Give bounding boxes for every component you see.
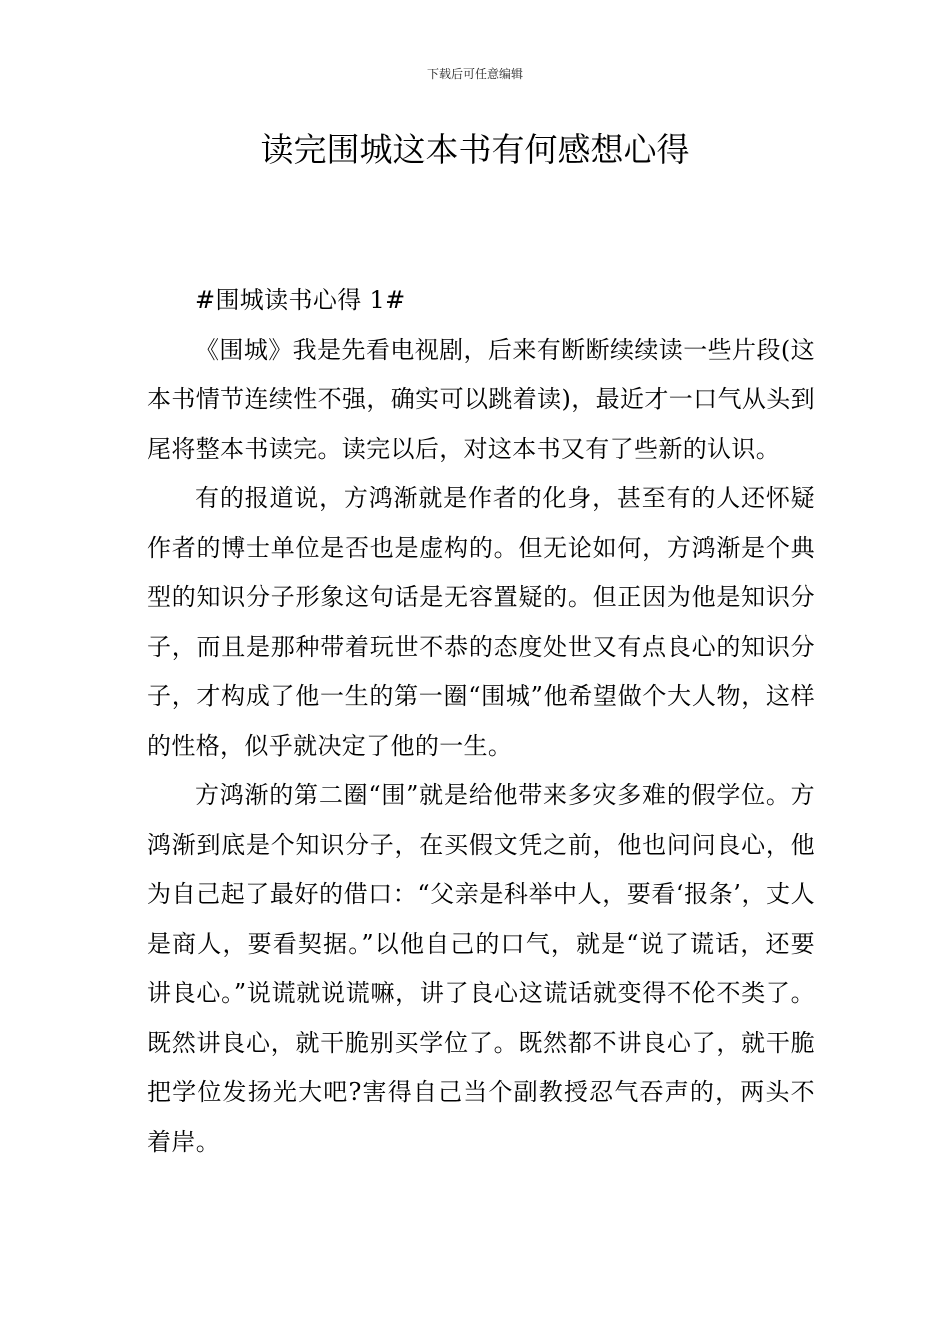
document-body — [147, 276, 815, 1167]
header-note: 下载后可任意编辑 — [426, 67, 523, 81]
document-title: 读完围城这本书有何感想心得 — [260, 130, 690, 169]
section-heading: #围城读书心得 1# — [195, 286, 406, 314]
paragraph: 《围城》我是先看电视剧，后来有断断续续读一些片段(这本书情节连续性不强，确实可以跳着读)，最近才一口气从头到尾将整本书读完。读完以后，对这本书又有了些新的认识。 — [147, 335, 815, 463]
paragraph: 有的报道说，方鸿渐就是作者的化身，甚至有的人还怀疑作者的博士单位是否也是虚构的。但无论如何，方鸿渐是个典型的知识分子形象这句话是无容置疑的。但正因为他是知识分子，而且是那种带着玩世不恭的态度处世又有点良心的知识分子，才构成了他一生的第一圈“围城”他希望做个大人物，这样的性格，似乎就决定了他的一生。 — [147, 484, 815, 760]
paragraph: 方鸿渐的第二圈“围”就是给他带来多灾多难的假学位。方鸿渐到底是个知识分子，在买假文凭之前，他也问问良心，他为自己起了最好的借口：“父亲是科举中人，要看‘报条’，丈人是商人，要看契据。”以他自己的口气，就是“说了谎话，还要讲良心。”说谎就说谎嘛，讲了良心这谎话就变得不伦不类了。既然讲良心，就干脆别买学位了。既然都不讲良心了，就干脆把学位发扬光大吧?害得自己当个副教授忍气吞声的，两头不着岸。 — [147, 781, 815, 1156]
